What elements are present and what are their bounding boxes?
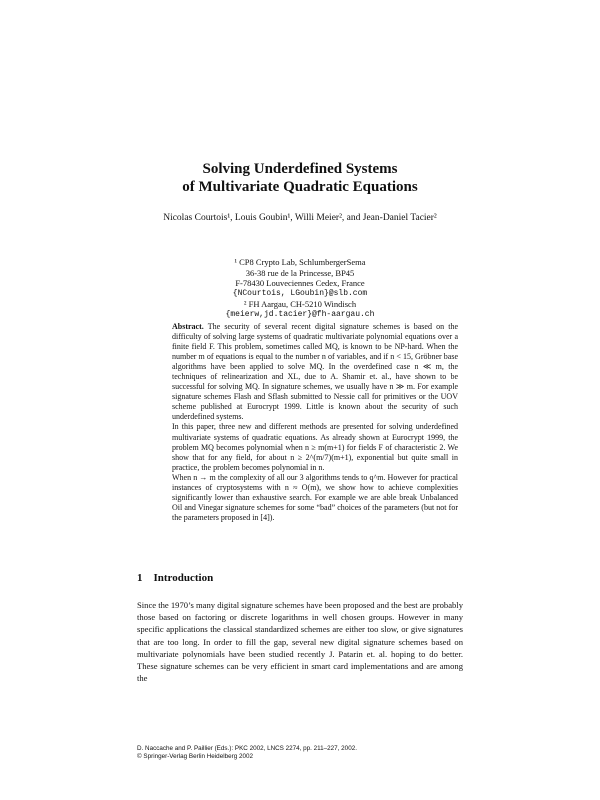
paper-title <box>0 160 600 196</box>
abstract <box>172 322 458 523</box>
section-title: Introduction <box>153 572 214 584</box>
abstract-label: Abstract. <box>172 322 204 331</box>
section-heading <box>137 572 213 584</box>
abstract-paragraph-2: In this paper, three new and different methods are presented for solving underdefined multivariate systems of quadratic equations. As already shown at Eurocrypt 1999, the problem MQ becomes polynomial when n ≥ m(m+1) for fields F of characteristic 2. We show that for any field, for about n ≥ 2^(m/7)(m+1), exponential but quite small in practice, the problem becomes polynomial in n. <box>172 422 458 472</box>
section-number: 1 <box>137 572 143 584</box>
affiliation-line-3: F-78430 Louveciennes Cedex, France <box>235 278 365 289</box>
title-line-2: of Multivariate Quadratic Equations <box>182 179 418 195</box>
affiliation-line-2: 36-38 rue de la Princesse, BP45 <box>245 267 355 278</box>
title-line-1: Solving Underdefined Systems <box>202 161 398 177</box>
affiliation-line-1: ¹ CP8 Crypto Lab, SchlumbergerSema <box>234 257 366 267</box>
footer-copyright: © Springer-Verlag Berlin Heidelberg 2002 <box>137 753 253 760</box>
affiliation-email-1: {NCourtois, LGoubin}@slb.com <box>232 288 368 298</box>
page-footer <box>137 745 463 761</box>
abstract-paragraph-3: When n → m the complexity of all our 3 algorithms tends to q^m. However for practical instances of cryptosystems with n ≈ O(m), we show how to achieve complexities significantly lower than exhaustive search. For example we are able break Unbalanced Oil and Vinegar signature schemes for some “bad” choices of the parameters (but not for the parameters proposed in [4]). <box>172 472 458 522</box>
body-text <box>137 599 463 684</box>
body-paragraph-1: Since the 1970’s many digital signature schemes have been proposed and the best are probably those based on factoring or discrete logarithms in well chosen groups. However in many specific applications the classical standardized schemes are either too slow, or give signatures that are too long. In order to fill the gap, several new digital signature schemes based on multivariate polynomials have been studied recently J. Patarin et. al. hoping to do better. These signature schemes can be very efficient in smart card implementations and are among the <box>137 600 463 684</box>
affiliation-line-5: ² FH Aargau, CH-5210 Windisch <box>243 299 357 310</box>
footer-citation: D. Naccache and P. Paillier (Eds.): PKC 2002, LNCS 2274, pp. 211–227, 2002. <box>137 745 357 752</box>
affiliations <box>0 257 600 321</box>
abstract-text-1: The security of several recent digital signature schemes is based on the difficulty of solving large systems of quadratic multivariate polynomial equations over a finite field F. This problem, sometimes called MQ, is known to be NP-hard. When the number m of equations is equal to the number n of variables, and if n < 15, Gröbner base algorithms have been applied to solve MQ. In the overdefined case n ≪ m, the techniques of relinearization and XL, due to A. Shamir et. al., have shown to be successful for solving MQ. In signature schemes, we usually have n ≫ m. For example signature schemes Flash and Sflash submitted to Nessie call for primitives or the UOV scheme published at Eurocrypt 1999. Little is known about the security of such underdefined systems. <box>172 322 458 422</box>
author-list: Nicolas Courtois¹, Louis Goubin¹, Willi Meier², and Jean-Daniel Tacier² <box>163 213 437 223</box>
affiliation-email-2: {meierw,jd.tacier}@fh-aargau.ch <box>225 309 375 319</box>
abstract-paragraph-1 <box>172 322 458 422</box>
